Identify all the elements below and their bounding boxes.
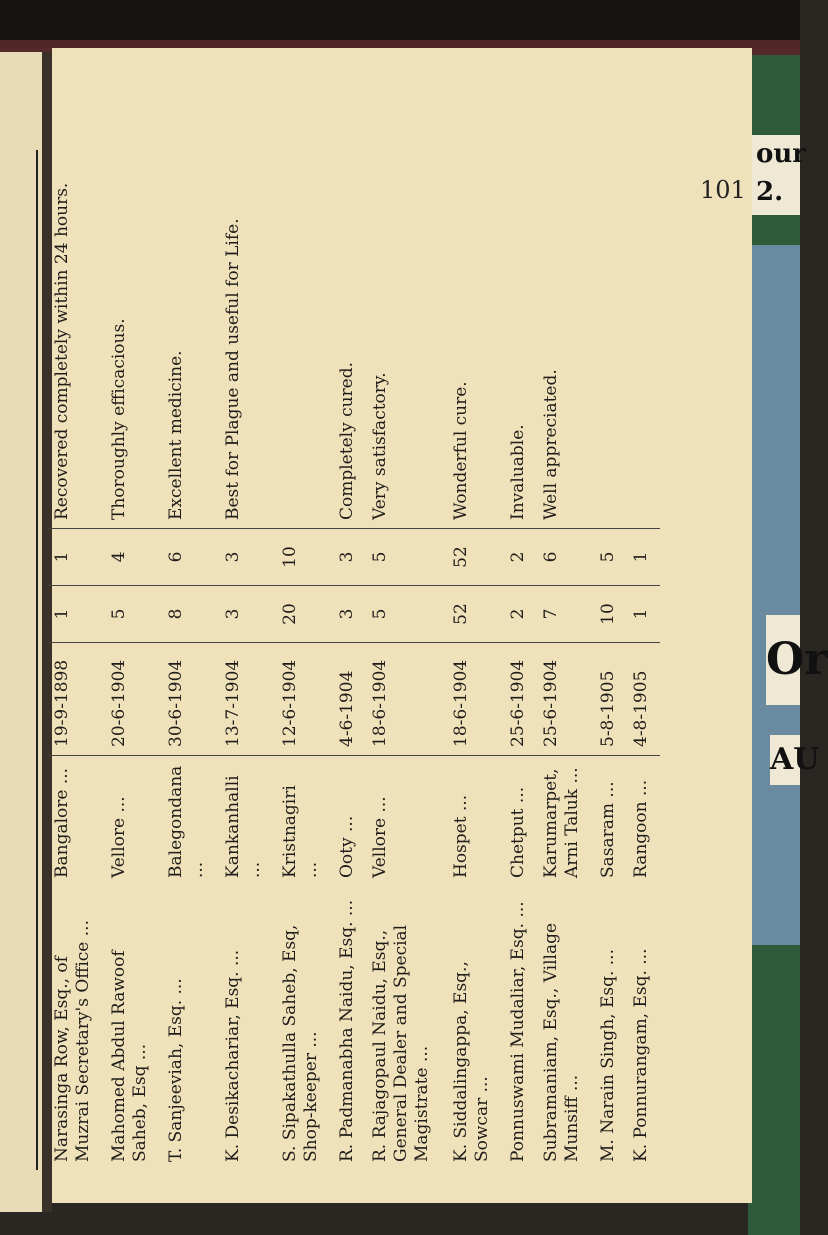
row-name: Narasinga Row, Esq., of Muzrai Secretary's Office ... (52, 920, 94, 1162)
table-row (333, 150, 366, 1170)
row-place: Chetput ... (507, 786, 528, 878)
row-name: K. Ponnurangam, Esq. ... (630, 948, 651, 1162)
row-date: 4-6-1904 (333, 643, 366, 756)
table-row (162, 150, 219, 1170)
row-count-a: 52 (447, 586, 504, 643)
row-date: 25-6-1904 (504, 643, 537, 756)
row-remark: Best for Plague and useful for Life. (219, 150, 276, 529)
row-date: 4-8-1905 (627, 643, 660, 756)
row-remark (627, 150, 660, 529)
row-count-b: 10 (276, 529, 333, 586)
row-date: 20-6-1904 (105, 643, 162, 756)
row-name: Mahomed Abdul Rawoof Saheb, Esq ... (108, 950, 151, 1162)
row-count-b: 5 (594, 529, 627, 586)
row-place: Hospet ... (450, 794, 471, 878)
row-count-b: 1 (48, 529, 105, 586)
table-row (276, 150, 333, 1170)
row-date: 25-6-1904 (537, 643, 594, 756)
row-date: 18-6-1904 (366, 643, 447, 756)
row-count-b: 3 (219, 529, 276, 586)
next-page-strip (748, 55, 828, 1235)
row-count-a: 10 (594, 586, 627, 643)
table-row (366, 150, 447, 1170)
row-place: Kankanhalli ... (222, 775, 265, 878)
row-remark (276, 150, 333, 529)
table-row (537, 150, 594, 1170)
table-row (447, 150, 504, 1170)
row-remark: Recovered completely within 24 hours. (48, 150, 105, 529)
row-count-a: 5 (366, 586, 447, 643)
left-page-edge (0, 52, 45, 1212)
table-row (627, 150, 660, 1170)
row-remark: Wonderful cure. (447, 150, 504, 529)
row-name: K. Desikachariar, Esq. ... (222, 949, 243, 1162)
row-count-a: 1 (627, 586, 660, 643)
row-place: Sasaram ... (597, 781, 618, 878)
row-count-a: 5 (105, 586, 162, 643)
row-date: 30-6-1904 (162, 643, 219, 756)
row-remark: Thoroughly efficacious. (105, 150, 162, 529)
row-count-b: 5 (366, 529, 447, 586)
row-name: S. Sipakathulla Saheb, Esq, Shop-keeper ... (279, 924, 322, 1162)
table-row (105, 150, 162, 1170)
row-count-a: 3 (333, 586, 366, 643)
row-name: T. Sanjeeviah, Esq. ... (165, 978, 186, 1162)
row-count-b: 1 (627, 529, 660, 586)
testimonial-table (48, 150, 660, 1170)
row-count-a: 7 (537, 586, 594, 643)
row-date: 19-9-1898 (48, 643, 105, 756)
row-date: 18-6-1904 (447, 643, 504, 756)
row-name: M. Narain Singh, Esq. ... (597, 949, 618, 1162)
top-rule (36, 150, 38, 1170)
row-place: Kristnagiri ... (279, 785, 322, 878)
fragment-text-3: AU (770, 735, 800, 785)
row-name: R. Rajagopaul Naidu, Esq., General Dealer and Special Magistrate ... (369, 924, 433, 1162)
row-place: Ooty ... (336, 815, 357, 878)
page-number: 101 (700, 176, 746, 204)
row-place: Balegondana ... (165, 765, 208, 878)
row-remark: Well appreciated. (537, 150, 594, 529)
row-remark: Invaluable. (504, 150, 537, 529)
row-remark (594, 150, 627, 529)
row-count-b: 6 (162, 529, 219, 586)
row-count-b: 52 (447, 529, 504, 586)
table-row (594, 150, 627, 1170)
row-count-b: 6 (537, 529, 594, 586)
row-count-b: 3 (333, 529, 366, 586)
row-name: Ponnuswami Mudaliar, Esq. ... (507, 901, 528, 1162)
row-name: R. Padmanabha Naidu, Esq. ... (336, 899, 357, 1162)
table-row (48, 150, 105, 1170)
table-row (219, 150, 276, 1170)
row-count-b: 2 (504, 529, 537, 586)
row-date: 13-7-1904 (219, 643, 276, 756)
blue-patch (748, 245, 800, 945)
table-row (504, 150, 537, 1170)
row-count-a: 20 (276, 586, 333, 643)
row-place: Vellore ... (369, 796, 390, 878)
row-count-a: 1 (48, 586, 105, 643)
row-name: K. Siddalingappa, Esq., Sowcar ... (450, 961, 493, 1162)
row-count-a: 3 (219, 586, 276, 643)
row-name: Subramaniam, Esq., Village Munsiff ... (540, 922, 583, 1162)
row-count-b: 4 (105, 529, 162, 586)
row-remark: Completely cured. (333, 150, 366, 529)
fragment-text-2: Or (766, 615, 800, 705)
row-date: 12-6-1904 (276, 643, 333, 756)
row-place: Karumarpet, Arni Taluk ... (540, 767, 583, 878)
fragment-text-1: our 2. (752, 135, 800, 215)
row-place: Rangoon ... (630, 779, 651, 878)
row-date: 5-8-1905 (594, 643, 627, 756)
row-place: Vellore ... (108, 796, 129, 878)
row-count-a: 8 (162, 586, 219, 643)
row-place: Bangalore ... (52, 767, 72, 878)
row-remark: Excellent medicine. (162, 150, 219, 529)
row-count-a: 2 (504, 586, 537, 643)
row-remark: Very satisfactory. (366, 150, 447, 529)
